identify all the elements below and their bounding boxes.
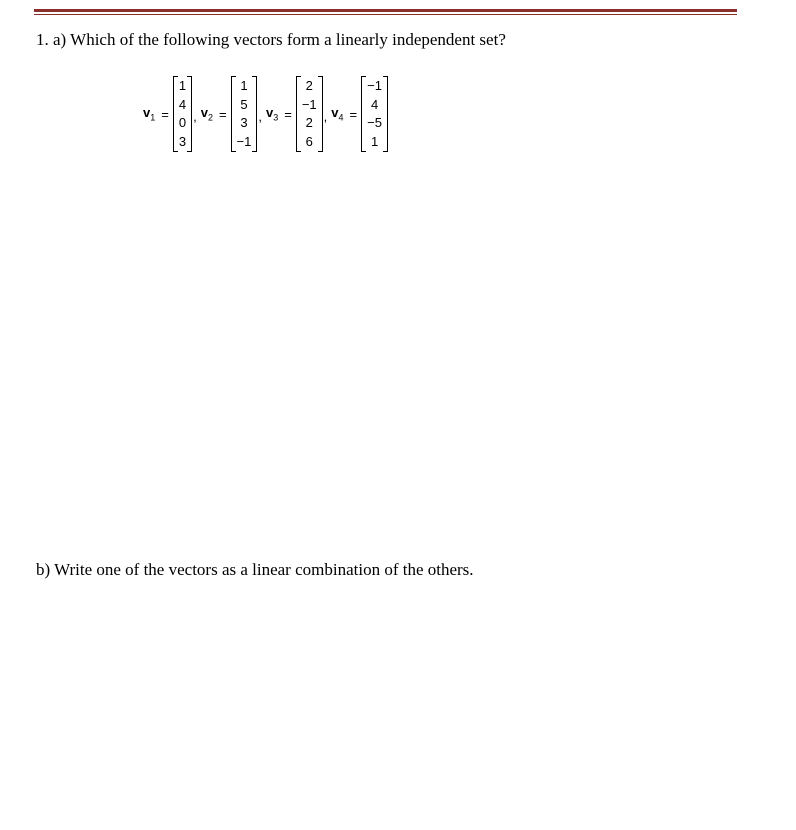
equals-sign: = bbox=[284, 106, 292, 122]
vector-matrix-v4 bbox=[361, 76, 388, 152]
matrix-entry: 3 bbox=[240, 115, 248, 131]
matrix-entry: −1 bbox=[301, 96, 317, 112]
matrix-entry: 0 bbox=[178, 115, 187, 131]
vector-label-v4: $v_4$ bbox=[331, 105, 344, 123]
equals-sign: = bbox=[161, 106, 169, 122]
separator-comma: , bbox=[323, 108, 328, 124]
matrix-entry: −5 bbox=[367, 115, 382, 131]
header-rule-thick bbox=[34, 9, 737, 12]
matrix-entry: 4 bbox=[370, 96, 379, 112]
vector-matrix-v1 bbox=[173, 76, 192, 152]
equals-sign: = bbox=[349, 106, 358, 122]
header-rule-thin bbox=[34, 14, 737, 15]
matrix-entry: −1 bbox=[367, 78, 382, 94]
question-b: b) Write one of the vectors as a linear combination of the others. bbox=[36, 560, 474, 579]
separator-comma: , bbox=[193, 108, 197, 124]
vector-matrix-v3 bbox=[296, 76, 323, 152]
matrix-entry: 1 bbox=[370, 133, 379, 149]
equals-sign: = bbox=[218, 106, 227, 122]
matrix-entry: 1 bbox=[178, 78, 187, 94]
matrix-entry: 2 bbox=[305, 115, 313, 131]
vector-label-v2: $v_2$ bbox=[200, 105, 213, 123]
matrix-entry: 6 bbox=[305, 133, 313, 149]
vector-label-v3: $v_3$ bbox=[266, 105, 279, 123]
matrix-entry: −1 bbox=[236, 133, 252, 149]
matrix-entry: 4 bbox=[178, 96, 187, 112]
matrix-entry: 1 bbox=[240, 78, 248, 94]
vector-list bbox=[143, 74, 388, 154]
vector-label-v1: $v_1$ bbox=[143, 105, 156, 123]
separator-comma: , bbox=[258, 108, 262, 124]
question-a: 1. a) Which of the following vectors form a linearly independent set? bbox=[36, 30, 506, 49]
matrix-entry: 2 bbox=[305, 78, 313, 94]
matrix-entry: 5 bbox=[240, 96, 248, 112]
vector-matrix-v2 bbox=[231, 76, 258, 152]
matrix-entry: 3 bbox=[178, 133, 187, 149]
